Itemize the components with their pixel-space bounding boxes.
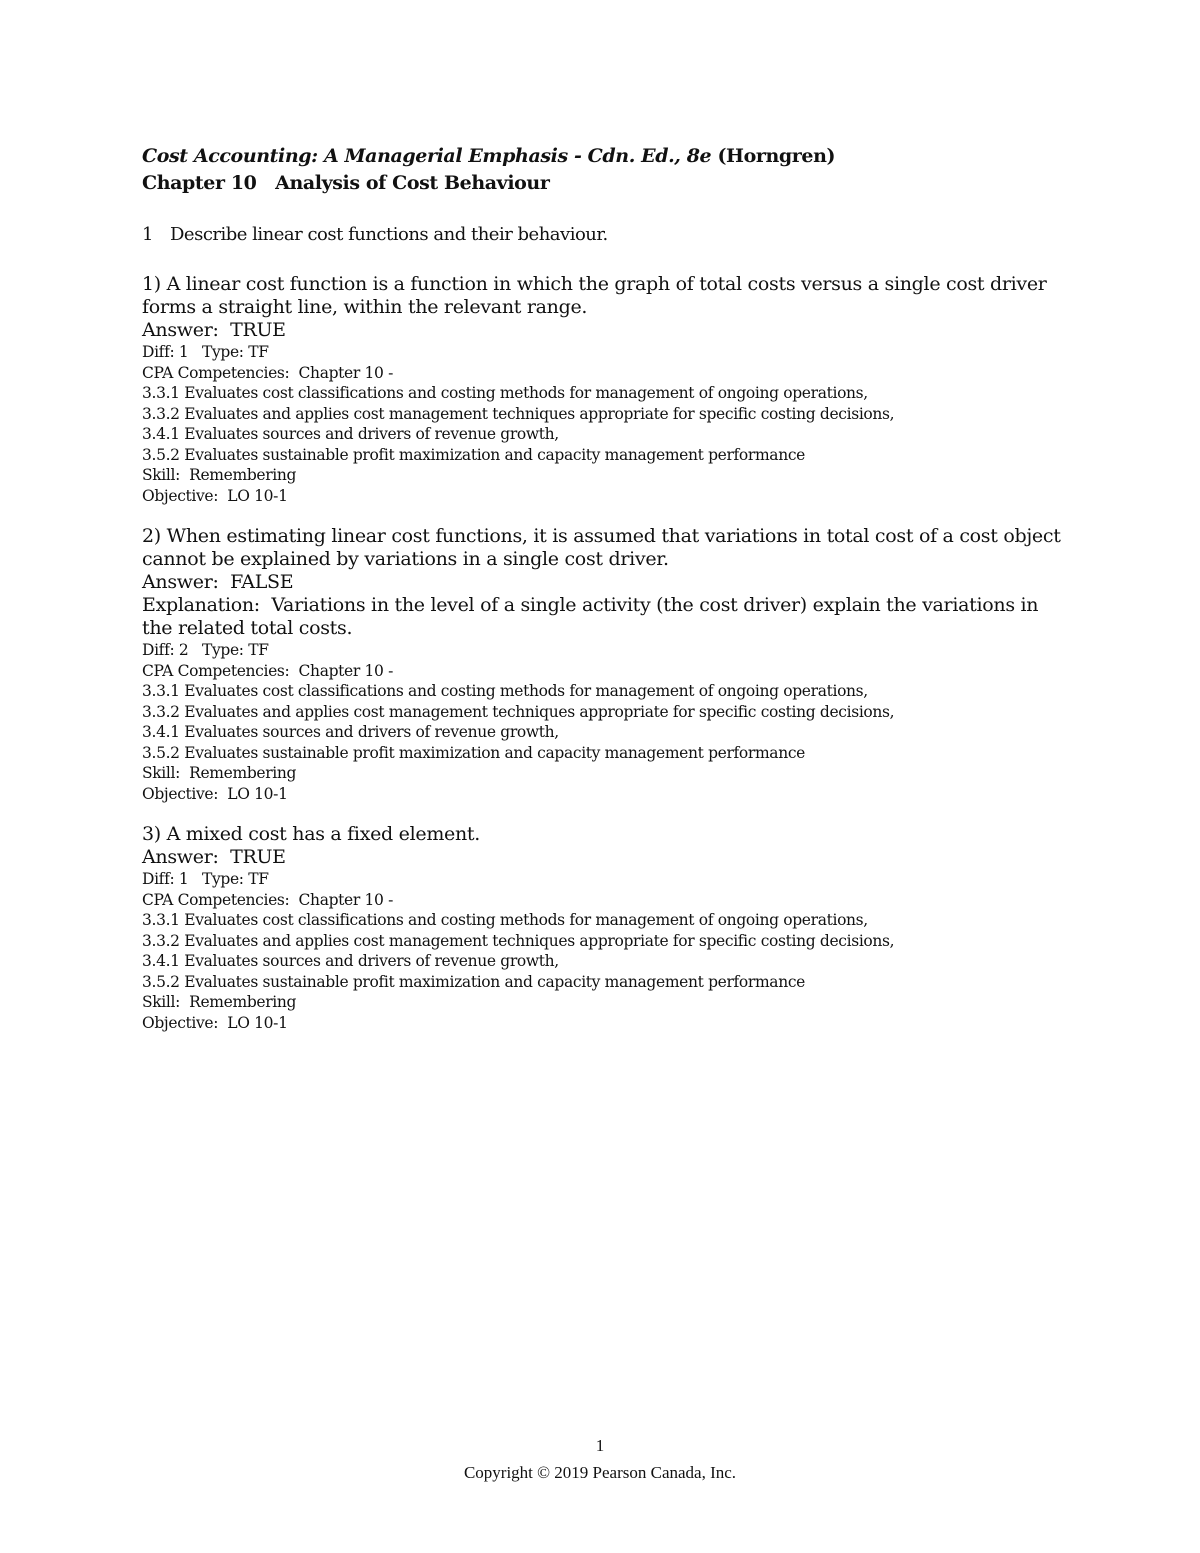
objective-label: Objective: LO 10-1 (142, 784, 288, 803)
question-stem: 2) When estimating linear cost functions, it is assumed that variations in total cost of a cost object cannot be explained by variations in a single cost driver. (142, 525, 1061, 570)
skill-label: Skill: Remembering (142, 993, 297, 1011)
question-2 (142, 525, 1072, 804)
book-title-italic: Cost Accounting: A Managerial Emphasis - Cdn. Ed., 8e (142, 145, 712, 167)
competency-item: 3.3.2 Evaluates and applies cost management techniques appropriate for specific costing decisions, (142, 702, 895, 721)
type-label: Type: TF (202, 343, 269, 361)
question-diff-type (142, 869, 1072, 890)
competency-item: 3.5.2 Evaluates sustainable profit maximization and capacity management performance (142, 743, 805, 762)
question-answer: Answer: TRUE (142, 846, 286, 868)
diff-label: Diff: 1 (142, 870, 189, 888)
competency-item: 3.3.1 Evaluates cost classifications and costing methods for management of ongoing operations, (142, 682, 868, 700)
competency-item: 3.3.1 Evaluates cost classifications and costing methods for management of ongoing operations, (142, 384, 868, 402)
question-explanation: Explanation: Variations in the level of a single activity (the cost driver) explain the variations in the related total costs. (142, 594, 1044, 639)
page-content (142, 143, 1072, 1033)
question-stem: 3) A mixed cost has a fixed element. (142, 823, 480, 845)
objective-number: 1 (142, 224, 153, 245)
learning-objective-heading (142, 223, 1072, 247)
question-1 (142, 273, 1072, 506)
competency-item: 3.4.1 Evaluates sources and drivers of revenue growth, (142, 952, 559, 970)
skill-label: Skill: Remembering (142, 764, 297, 782)
skill-label: Skill: Remembering (142, 466, 297, 484)
question-diff-type (142, 640, 1072, 661)
diff-label: Diff: 2 (142, 641, 189, 659)
question-answer: Answer: TRUE (142, 319, 286, 341)
book-author: (Horngren) (711, 145, 836, 167)
question-diff-type (142, 342, 1072, 363)
objective-text: Describe linear cost functions and their behaviour. (170, 224, 608, 245)
page-number: 1 (595, 1436, 605, 1455)
competency-item: 3.5.2 Evaluates sustainable profit maximization and capacity management performance (142, 972, 805, 991)
objective-label: Objective: LO 10-1 (142, 1013, 288, 1032)
question-answer: Answer: FALSE (142, 571, 294, 593)
copyright-notice: Copyright © 2019 Pearson Canada, Inc. (463, 1463, 737, 1482)
type-label: Type: TF (202, 870, 269, 888)
competency-item: 3.4.1 Evaluates sources and drivers of revenue growth, (142, 723, 559, 741)
type-label: Type: TF (202, 641, 269, 659)
competency-item: 3.4.1 Evaluates sources and drivers of revenue growth, (142, 425, 559, 443)
cpa-competencies: CPA Competencies: Chapter 10 - (142, 363, 393, 382)
cpa-competencies: CPA Competencies: Chapter 10 - (142, 661, 393, 680)
chapter-title: Chapter 10 Analysis of Cost Behaviour (142, 172, 550, 194)
question-3 (142, 823, 1072, 1033)
competency-item: 3.3.1 Evaluates cost classifications and costing methods for management of ongoing operations, (142, 911, 868, 929)
competency-item: 3.3.2 Evaluates and applies cost management techniques appropriate for specific costing decisions, (142, 404, 895, 423)
question-stem: 1) A linear cost function is a function in which the graph of total costs versus a single cost driver forms a straight line, within the relevant range. (142, 273, 1047, 318)
objective-label: Objective: LO 10-1 (142, 486, 288, 505)
competency-item: 3.5.2 Evaluates sustainable profit maximization and capacity management performance (142, 445, 805, 464)
cpa-competencies: CPA Competencies: Chapter 10 - (142, 890, 393, 909)
book-title (142, 143, 1072, 170)
diff-label: Diff: 1 (142, 343, 189, 361)
competency-item: 3.3.2 Evaluates and applies cost management techniques appropriate for specific costing decisions, (142, 931, 895, 950)
